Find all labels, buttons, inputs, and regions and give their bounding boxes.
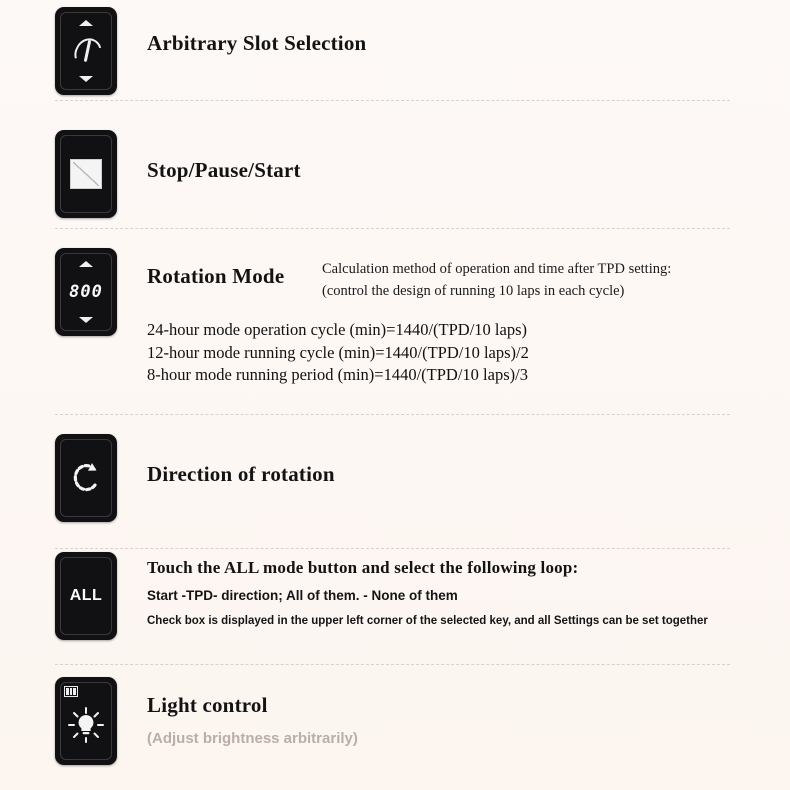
row-all-mode [0, 540, 790, 645]
row-rotation-mode [0, 236, 790, 404]
slot-selection-icon[interactable] [55, 7, 117, 95]
lightbulb-icon [66, 705, 106, 745]
chevron-down-icon[interactable] [79, 317, 93, 323]
formula-24h: 24-hour mode operation cycle (min)=1440/(TPD/10 laps) [147, 319, 528, 339]
chevron-down-icon[interactable] [79, 76, 93, 82]
all-mode-title: Touch the ALL mode button and select the following loop: [147, 558, 579, 577]
rotation-title-wrap [147, 250, 322, 289]
row-direction-of-rotation [0, 422, 790, 522]
rotation-note-line2: (control the design of running 10 laps in each cycle) [322, 283, 625, 300]
all-mode-text [117, 552, 708, 627]
rotation-header [147, 250, 790, 303]
all-mode-icon[interactable] [55, 552, 117, 640]
formula-8h: 8-hour mode running period (min)=1440/(TPD/10 laps)/3 [147, 365, 528, 385]
chevron-up-icon[interactable] [79, 261, 93, 267]
row-slot-selection [0, 0, 790, 100]
dial-slash-icon [73, 36, 99, 66]
circular-arrow-icon [69, 459, 103, 497]
light-control-subtitle: (Adjust brightness arbitrarily) [147, 730, 358, 747]
all-mode-detail: Check box is displayed in the upper left corner of the selected key, and all Settings can be set together [147, 615, 708, 627]
seven-segment-display: 800 [69, 282, 103, 302]
rotation-direction-icon[interactable] [55, 434, 117, 522]
rotation-formulas [147, 319, 790, 387]
all-mode-subtitle: Start -TPD- direction; All of them. - None of them [147, 588, 458, 603]
stop-square-icon [70, 159, 102, 189]
light-control-text [117, 677, 358, 747]
page-title-rotation: Rotation Mode [147, 264, 285, 288]
rotation-note [322, 250, 790, 303]
formula-12h: 12-hour mode running cycle (min)=1440/(TPD/10 laps)/2 [147, 342, 529, 362]
stop-pause-start-text [117, 130, 301, 183]
direction-text [117, 434, 335, 487]
row-light-control [0, 665, 790, 775]
brightness-level-icon [64, 686, 78, 697]
rotation-mode-icon[interactable] [55, 248, 117, 336]
page-title-direction: Direction of rotation [147, 462, 335, 486]
divider [55, 414, 730, 415]
stop-pause-start-icon[interactable] [55, 130, 117, 218]
page-title-slot: Arbitrary Slot Selection [147, 31, 367, 55]
light-control-icon[interactable] [55, 677, 117, 765]
slot-selection-text [117, 7, 366, 56]
divider [55, 100, 730, 101]
chevron-up-icon[interactable] [79, 20, 93, 26]
divider [55, 228, 730, 229]
page-title-stop: Stop/Pause/Start [147, 158, 301, 182]
all-mode-label: ALL [69, 587, 103, 604]
row-stop-pause-start [0, 118, 790, 218]
rotation-note-line1: Calculation method of operation and time after TPD setting: [322, 261, 672, 277]
page-title-light: Light control [147, 693, 268, 717]
rotation-mode-text [117, 248, 790, 387]
